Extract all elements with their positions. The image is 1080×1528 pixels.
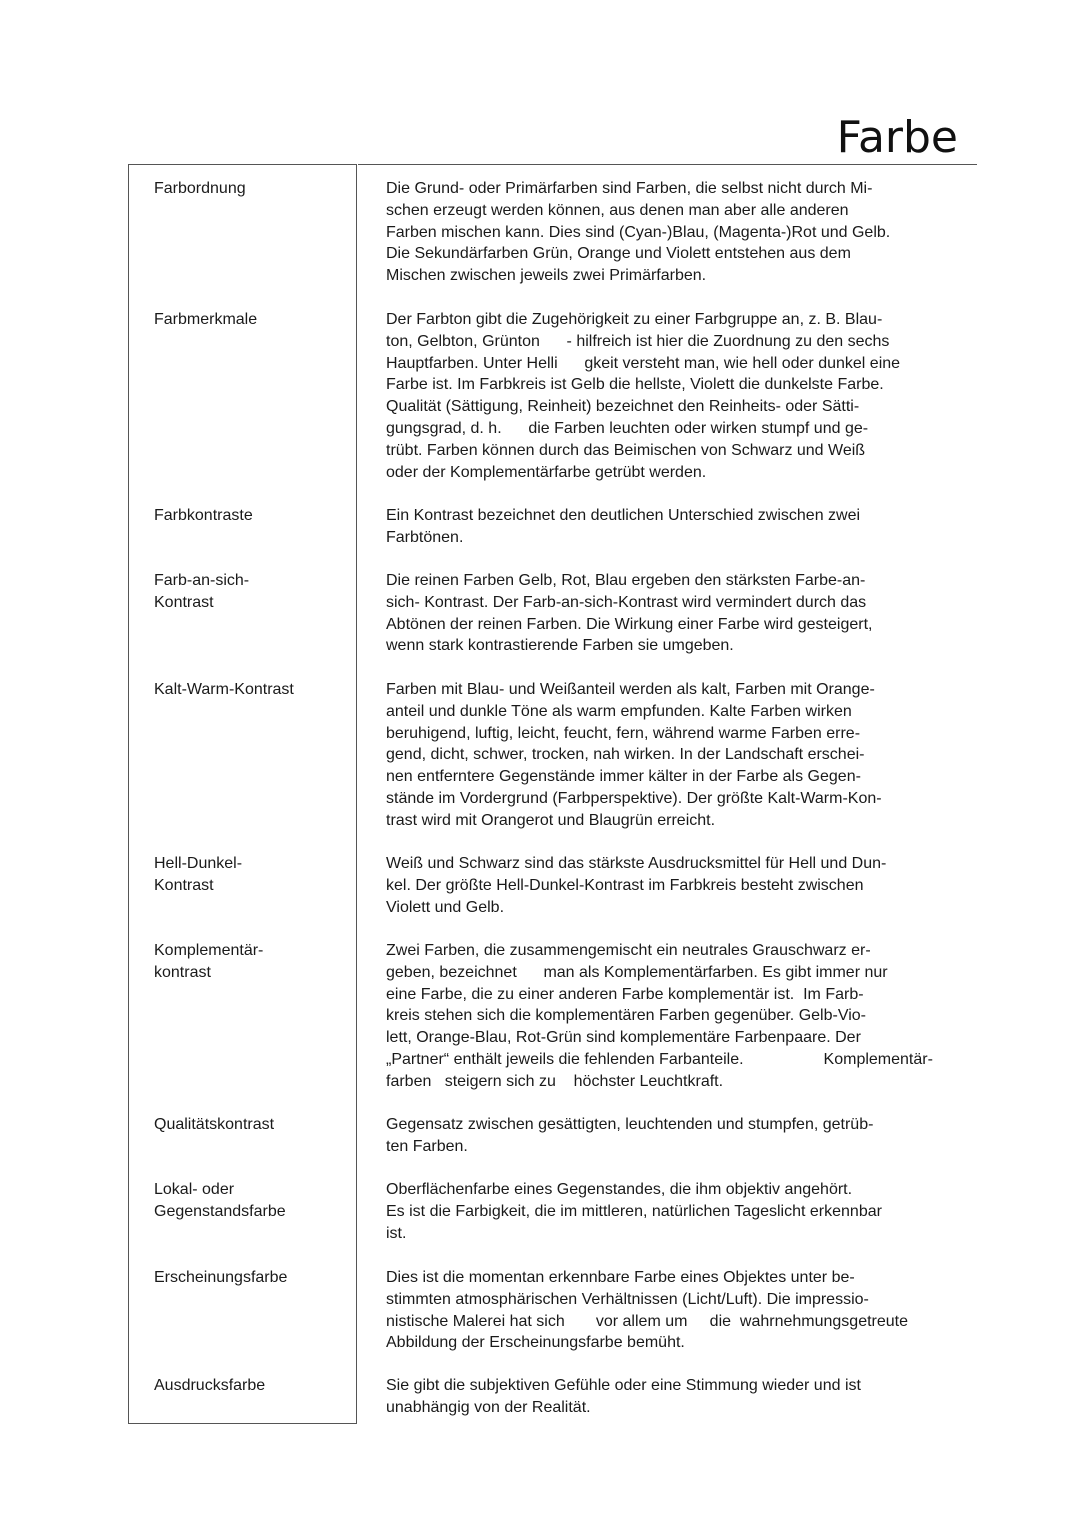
term-line: Erscheinungsfarbe xyxy=(154,1269,288,1286)
glossary-term xyxy=(154,853,344,897)
definition-line: ton, Gelbton, Grünton - hilfreich ist hier die Zuordnung zu den sechs xyxy=(386,332,890,350)
glossary-definition xyxy=(386,178,946,287)
glossary-term xyxy=(154,505,344,527)
definition-line: Die Grund- oder Primärfarben sind Farben, die selbst nicht durch Mi- xyxy=(386,180,873,197)
glossary-term xyxy=(154,1375,344,1397)
term-line: Komplementär- xyxy=(154,942,264,959)
definition-line: Mischen zwischen jeweils zwei Primärfarben. xyxy=(386,267,707,285)
definition-line: wenn stark kontrastierende Farben sie umgeben. xyxy=(386,637,734,655)
glossary-definition xyxy=(386,940,946,1093)
glossary-definition xyxy=(386,679,946,832)
definition-line: Der Farbton gibt die Zugehörigkeit zu einer Farbgruppe an, z. B. Blau- xyxy=(386,311,883,328)
glossary-definition xyxy=(386,853,946,918)
definition-line: anteil und dunkle Töne als warm empfunden. Kalte Farben wirken xyxy=(386,702,852,720)
definition-line: nen entferntere Gegenstände immer kälter in der Farbe als Gegen- xyxy=(386,768,861,786)
term-line: Farb-an-sich- xyxy=(154,572,250,589)
definition-line: Weiß und Schwarz sind das stärkste Ausdrucksmittel für Hell und Dun- xyxy=(386,855,887,872)
term-line: Farbkontraste xyxy=(154,507,253,524)
glossary-term xyxy=(154,679,344,701)
definition-line: gungsgrad, d. h. die Farben leuchten oder wirken stumpf und ge- xyxy=(386,419,869,437)
definition-line: Ein Kontrast bezeichnet den deutlichen Unterschied zwischen zwei xyxy=(386,507,861,524)
definition-line: Die Sekundärfarben Grün, Orange und Violett entstehen aus dem xyxy=(386,245,851,263)
term-column-frame xyxy=(128,164,357,1424)
definition-line: Farbtönen. xyxy=(386,528,464,546)
definition-line: stimmten atmosphärischen Verhältnissen (Licht/Luft). Die impressio- xyxy=(386,1290,869,1308)
term-line: kontrast xyxy=(154,964,211,981)
definition-line: Dies ist die momentan erkennbare Farbe eines Objektes unter be- xyxy=(386,1269,855,1286)
glossary-term xyxy=(154,570,344,614)
glossary-term xyxy=(154,309,344,331)
term-line: Farbmerkmale xyxy=(154,311,258,328)
definition-line: Es ist die Farbigkeit, die im mittleren, natürlichen Tageslicht erkennbar xyxy=(386,1202,882,1220)
term-line: Kontrast xyxy=(154,877,214,894)
definition-line: Sie gibt die subjektiven Gefühle oder eine Stimmung wieder und ist xyxy=(386,1377,861,1394)
term-line: Kalt-Warm-Kontrast xyxy=(154,681,294,698)
glossary-definition xyxy=(386,505,946,549)
definition-line: schen erzeugt werden können, aus denen man aber alle anderen xyxy=(386,201,849,219)
definition-line: Abtönen der reinen Farben. Die Wirkung einer Farbe wird gesteigert, xyxy=(386,615,873,633)
definition-line: Farben mischen kann. Dies sind (Cyan-)Blau, (Magenta-)Rot und Gelb. xyxy=(386,223,891,241)
definition-line: gend, dicht, schwer, trocken, nah wirken. In der Landschaft erschei- xyxy=(386,746,865,764)
term-line: Kontrast xyxy=(154,594,214,611)
page-title: Farbe xyxy=(836,112,958,163)
glossary-definition xyxy=(386,570,946,657)
definition-line: unabhängig von der Realität. xyxy=(386,1398,591,1416)
glossary-term xyxy=(154,1267,344,1289)
definition-line: oder der Komplementärfarbe getrübt werden. xyxy=(386,463,707,481)
definition-line: Zwei Farben, die zusammengemischt ein neutrales Grauschwarz er- xyxy=(386,942,871,959)
definition-line: geben, bezeichnet man als Komplementärfarben. Es gibt immer nur xyxy=(386,963,888,981)
definition-line: stände im Vordergrund (Farbperspektive). Der größte Kalt-Warm-Kon- xyxy=(386,789,882,807)
definition-line: lett, Orange-Blau, Rot-Grün sind komplementäre Farbenpaare. Der xyxy=(386,1029,861,1047)
glossary-term xyxy=(154,1179,344,1223)
glossary-term xyxy=(154,178,344,200)
title-rule xyxy=(358,164,977,165)
glossary-definition xyxy=(386,1179,946,1244)
definition-line: Hauptfarben. Unter Helli gkeit versteht man, wie hell oder dunkel eine xyxy=(386,354,901,372)
definition-line: Farben mit Blau- und Weißanteil werden als kalt, Farben mit Orange- xyxy=(386,681,875,698)
definition-line: Qualität (Sättigung, Reinheit) bezeichnet den Reinheits- oder Sätti- xyxy=(386,398,860,416)
definition-line: Gegensatz zwischen gesättigten, leuchtenden und stumpfen, getrüb- xyxy=(386,1116,874,1133)
definition-line: kel. Der größte Hell-Dunkel-Kontrast im Farbkreis besteht zwischen xyxy=(386,876,864,894)
term-line: Ausdrucksfarbe xyxy=(154,1377,266,1394)
glossary-definition xyxy=(386,1267,946,1354)
definition-line: farben steigern sich zu höchster Leuchtkraft. xyxy=(386,1072,724,1090)
glossary-definition xyxy=(386,1114,946,1158)
term-line: Gegenstandsfarbe xyxy=(154,1203,286,1220)
definition-line: beruhigend, luftig, leicht, feucht, fern, während warme Farben erre- xyxy=(386,724,861,742)
definition-line: sich- Kontrast. Der Farb-an-sich-Kontrast wird vermindert durch das xyxy=(386,593,867,611)
term-line: Qualitätskontrast xyxy=(154,1116,275,1133)
definition-line: Farbe ist. Im Farbkreis ist Gelb die hellste, Violett die dunkelste Farbe. xyxy=(386,376,884,394)
glossary-definition xyxy=(386,309,946,483)
definition-line: Violett und Gelb. xyxy=(386,898,505,916)
definition-line: Oberflächenfarbe eines Gegenstandes, die ihm objektiv angehört. xyxy=(386,1181,853,1198)
term-line: Hell-Dunkel- xyxy=(154,855,243,872)
glossary-term xyxy=(154,940,344,984)
definition-line: nistische Malerei hat sich vor allem um die wahrnehmungsgetreute xyxy=(386,1312,909,1330)
definition-line: Die reinen Farben Gelb, Rot, Blau ergeben den stärksten Farbe-an- xyxy=(386,572,866,589)
definition-line: ist. xyxy=(386,1224,407,1242)
definition-line: trast wird mit Orangerot und Blaugrün erreicht. xyxy=(386,811,716,829)
definition-line: ten Farben. xyxy=(386,1137,468,1155)
definition-line: eine Farbe, die zu einer anderen Farbe komplementär ist. Im Farb- xyxy=(386,985,864,1003)
definition-line: kreis stehen sich die komplementären Farben gegenüber. Gelb-Vio- xyxy=(386,1007,866,1025)
term-line: Farbordnung xyxy=(154,180,246,197)
glossary-term xyxy=(154,1114,344,1136)
term-line: Lokal- oder xyxy=(154,1181,235,1198)
definition-line: Abbildung der Erscheinungsfarbe bemüht. xyxy=(386,1334,685,1352)
definition-line: trübt. Farben können durch das Beimischen von Schwarz und Weiß xyxy=(386,441,866,459)
glossary-definition xyxy=(386,1375,946,1419)
definition-line: „Partner“ enthält jeweils die fehlenden Farbanteile. Komplementär- xyxy=(386,1050,933,1068)
